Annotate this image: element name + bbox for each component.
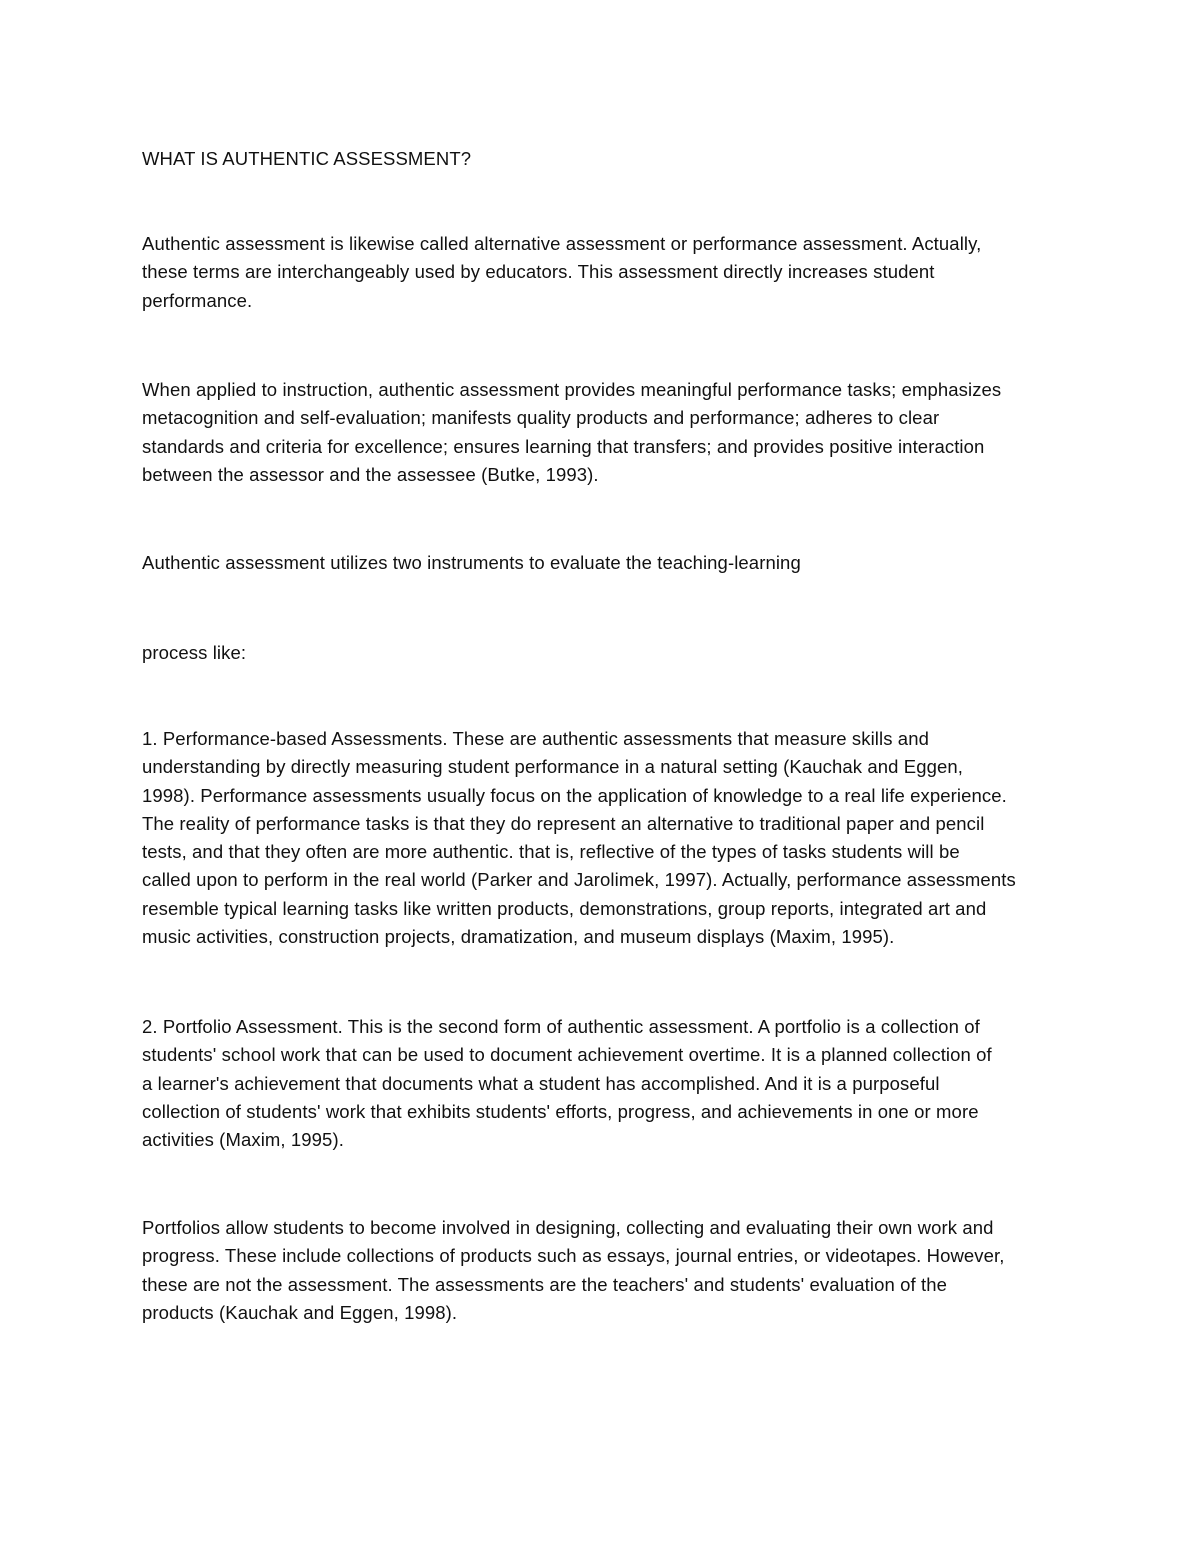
paragraph-instruction [142,376,1062,489]
paragraph-portfolio [142,1013,1062,1154]
paragraph-line: understanding by directly measuring student performance in a natural setting (Kauchak and Eggen, [142,756,964,778]
paragraph-line: students' school work that can be used to document achievement overtime. It is a planned collection of [142,1044,992,1066]
paragraph-process [142,639,1062,667]
paragraph-line: 1998). Performance assessments usually focus on the application of knowledge to a real life experience. [142,784,1007,806]
paragraph-line: products (Kauchak and Eggen, 1998). [142,1301,458,1323]
paragraph-portfolios-involvement [142,1214,1062,1327]
paragraph-line: metacognition and self-evaluation; manifests quality products and performance; adheres to clear [142,407,940,429]
paragraph-line: resemble typical learning tasks like written products, demonstrations, group reports, integrated art and [142,897,987,919]
paragraph-line: activities (Maxim, 1995). [142,1129,344,1151]
paragraph-line: process like: [142,642,247,663]
paragraph-instruments [142,549,1062,577]
paragraph-definition [142,230,1062,315]
paragraph-line: called upon to perform in the real world (Parker and Jarolimek, 1997). Actually, performance assessments [142,869,1016,891]
document-title [142,145,1062,173]
paragraph-line: The reality of performance tasks is that they do represent an alternative to traditional paper and pencil [142,812,985,834]
paragraph-line: these are not the assessment. The assessments are the teachers' and students' evaluation of the [142,1273,947,1295]
paragraph-line: collection of students' work that exhibits students' efforts, progress, and achievements in one or more [142,1100,979,1122]
title-line: WHAT IS AUTHENTIC ASSESSMENT? [142,148,472,169]
paragraph-performance-based [142,725,1062,951]
paragraph-line: between the assessor and the assessee (Butke, 1993). [142,463,599,485]
paragraph-line: 2. Portfolio Assessment. This is the second form of authentic assessment. A portfolio is a collection of [142,1016,980,1037]
paragraph-line: performance. [142,289,253,311]
paragraph-line: When applied to instruction, authentic assessment provides meaningful performance tasks; emphasizes [142,379,1002,400]
paragraph-line: tests, and that they often are more authentic. that is, reflective of the types of tasks students will be [142,841,960,863]
paragraph-line: Authentic assessment is likewise called alternative assessment or performance assessment. Actually, [142,233,982,254]
paragraph-line: progress. These include collections of products such as essays, journal entries, or videotapes. However, [142,1245,1005,1267]
paragraph-line: standards and criteria for excellence; ensures learning that transfers; and provides positive interaction [142,435,985,457]
paragraph-line: these terms are interchangeably used by educators. This assessment directly increases student [142,261,935,283]
paragraph-line: Authentic assessment utilizes two instruments to evaluate the teaching-learning [142,552,801,573]
paragraph-line: 1. Performance-based Assessments. These are authentic assessments that measure skills and [142,728,929,749]
paragraph-line: Portfolios allow students to become involved in designing, collecting and evaluating their own work and [142,1217,994,1238]
paragraph-line: a learner's achievement that documents what a student has accomplished. And it is a purposeful [142,1072,940,1094]
paragraph-line: music activities, construction projects, dramatization, and museum displays (Maxim, 1995). [142,926,895,948]
